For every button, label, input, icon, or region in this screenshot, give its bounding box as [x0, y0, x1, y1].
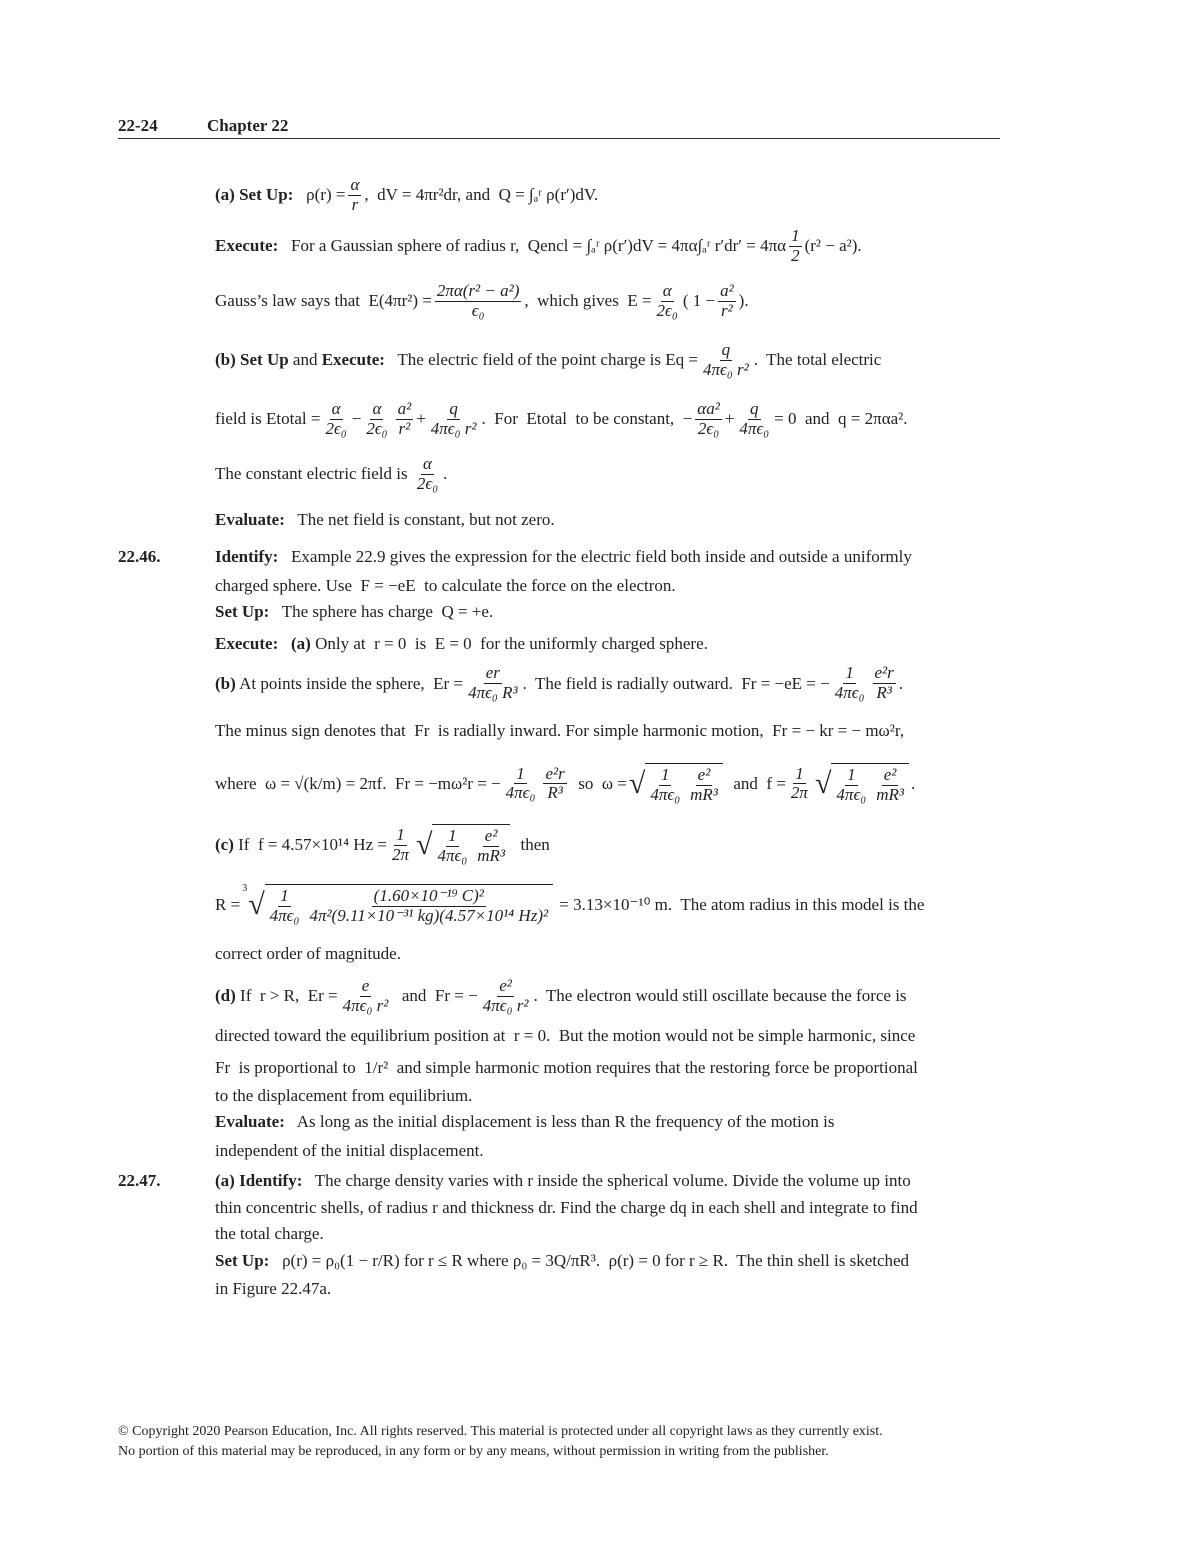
text-line [0, 1275, 1200, 1303]
copyright-line: © Copyright 2020 Pearson Education, Inc. All rights reserved. This material is protected under all copyright laws as they currently exist. [118, 1424, 883, 1439]
text-run: . For E [481, 409, 537, 429]
copyright-line: No portion of this material may be reproduced, in any form or by any means, without permission in writing from the publisher. [118, 1444, 829, 1459]
numerator: q [750, 399, 759, 419]
numerator: 2πα(r² − a²) [436, 281, 520, 301]
text-line [0, 1166, 1200, 1196]
denominator: 4π²(9.11×10⁻³¹ kg)(4.57×10¹⁴ Hz)² [309, 906, 549, 925]
text-run: = [449, 673, 464, 693]
text-run: (r² − a²). [804, 236, 862, 256]
text-line [0, 599, 1200, 627]
text-run: At points inside the sphere, E [235, 673, 444, 693]
numerator: 1 [280, 886, 289, 906]
text-run: where ω = √(k/m) = 2πf. F [215, 773, 405, 793]
fraction [390, 826, 411, 864]
text-run: , dV = 4πr²dr, and Q = ∫ₐʳ ρ(r′)dV. [364, 185, 599, 204]
section-label: Set Up: [215, 1250, 270, 1270]
denominator: mR³ [690, 784, 718, 804]
denominator: 4πϵ₀ r² [702, 359, 749, 379]
text-run: . The total electric [753, 350, 882, 369]
section-label: Execute: [215, 633, 279, 653]
text-run: charged sphere. Use F = −eE to calculate the force on the electron. [215, 575, 676, 595]
text-run: The constant electric field is [215, 464, 412, 483]
denominator: 4πϵ₀ [836, 784, 867, 804]
denominator: R³ [876, 683, 892, 702]
fraction [873, 664, 896, 702]
radicand [265, 884, 553, 925]
text-run: Gauss’s law says that E(4πr²) = [215, 291, 432, 311]
fraction [481, 977, 531, 1015]
page-number: 22-24 [118, 116, 158, 135]
fraction [341, 977, 391, 1015]
text-run: . [443, 464, 448, 483]
denominator: 2ϵ₀ [697, 418, 720, 438]
fraction [475, 827, 507, 865]
text-run: is radially inward. For simple harmonic motion, F [429, 720, 782, 740]
denominator: 2ϵ₀ [656, 300, 678, 320]
fraction [789, 227, 802, 265]
text-run: = [323, 986, 338, 1006]
section-label: (a) Identify: [215, 1171, 303, 1190]
text-run: F [215, 1058, 225, 1078]
radicand [831, 763, 909, 804]
denominator: mR³ [477, 846, 506, 865]
text-run: ρ(r) = ρ₀(1 − r/R) for r ≤ R where ρ₀ = 3Q/πR³. ρ(r) = 0 for r ≥ R. The thin shell is sketched [269, 1250, 910, 1270]
text-line [0, 975, 1200, 1018]
numerator: αa² [697, 399, 720, 419]
problem-number: 22.46. [118, 546, 161, 566]
text-run: field is E [215, 409, 277, 429]
numerator: 1 [795, 763, 804, 783]
section-label: Set Up: [215, 602, 270, 622]
solution-body [0, 170, 1200, 1303]
text-run: then [512, 835, 550, 854]
section-label: Evaluate: [215, 510, 285, 530]
text-run: Only at r = 0 is E = 0 for the uniformly charged sphere. [310, 633, 708, 653]
denominator: 4πϵ₀ [269, 906, 300, 925]
text-run: ρ(r) = [293, 185, 346, 204]
text-line [0, 273, 1200, 331]
fraction [737, 400, 771, 438]
numerator: α [331, 399, 341, 419]
radical [416, 824, 510, 865]
numerator: 1 [660, 765, 670, 785]
denominator: 4πϵ₀ [650, 784, 681, 804]
text-run: = −mω²r = − [410, 773, 501, 793]
denominator: 2ϵ₀ [416, 473, 439, 493]
radical-sign: √ [416, 828, 433, 861]
fraction [348, 176, 361, 214]
text-run: The minus sign denotes that F [215, 720, 424, 740]
text-run: = −eE = − [756, 673, 830, 693]
text-line [0, 626, 1200, 661]
fraction [688, 766, 720, 804]
text-run: q [675, 350, 685, 369]
numerator: α [372, 399, 382, 419]
numerator: q [721, 339, 731, 359]
text-line [0, 933, 1200, 976]
denominator: r² [721, 300, 733, 320]
fraction [435, 282, 522, 320]
denominator: ϵ₀ [471, 300, 485, 320]
radical [629, 763, 723, 804]
text-run: r [224, 1058, 231, 1078]
fraction [323, 400, 348, 438]
fraction [718, 282, 736, 320]
denominator: 2π [790, 783, 808, 803]
radicand [432, 824, 510, 865]
text-run: r [404, 773, 411, 793]
numerator: α [350, 174, 360, 194]
text-line [0, 1083, 1200, 1110]
denominator: 4πϵ₀ r² [482, 995, 529, 1015]
text-run: For a Gaussian sphere of radius r, Q [278, 236, 541, 256]
chapter-title: Chapter 22 [207, 116, 289, 135]
text-line [0, 1196, 1200, 1221]
text-line [0, 500, 1200, 542]
text-run: R = [215, 895, 241, 914]
text-run: The charge density varies with r inside the spherical volume. Divide the volume up into [302, 1171, 911, 1190]
text-run: . The electron would still oscillate because the force is [533, 986, 907, 1006]
numerator: a² [397, 399, 412, 419]
text-run: r [444, 986, 451, 1006]
radical [815, 763, 909, 804]
fraction [648, 766, 682, 804]
section-label: (b) Set Up [215, 350, 289, 369]
denominator: r [351, 194, 359, 214]
text-line [0, 813, 1200, 878]
text-run: = [306, 409, 321, 429]
text-run: so ω = [569, 773, 627, 793]
text-line [0, 661, 1200, 706]
fraction [415, 455, 440, 493]
section-label: (d) [215, 986, 236, 1006]
section-label: (a) Set Up: [215, 185, 294, 204]
section-label: Execute: [321, 350, 385, 369]
fraction [695, 400, 722, 438]
text-line [0, 1018, 1200, 1055]
fraction [834, 766, 868, 804]
denominator: 4πϵ₀ r² [430, 418, 477, 438]
text-run: The electric field of the point charge is E [384, 350, 676, 369]
text-run: + [724, 409, 735, 429]
text-line [0, 706, 1200, 755]
numerator: e²r [874, 663, 894, 683]
text-line [0, 573, 1200, 599]
text-run: If f = 4.57×10¹⁴ Hz = [233, 835, 387, 854]
text-run: the total charge. [215, 1223, 324, 1243]
text-run: correct order of magnitude. [215, 943, 401, 963]
text-line [0, 449, 1200, 500]
fraction [396, 400, 414, 438]
text-line [0, 170, 1200, 220]
denominator: r² [398, 418, 411, 438]
text-run: independent of the initial displacement. [215, 1140, 484, 1160]
fraction [543, 765, 566, 803]
radical-sign: √ [814, 766, 832, 800]
denominator: 4πϵ₀ R³ [468, 683, 518, 702]
text-run: . [910, 773, 916, 793]
text-line [0, 330, 1200, 390]
text-line [0, 1221, 1200, 1247]
text-line [0, 390, 1200, 449]
text-run: + [416, 409, 426, 429]
text-run: r [318, 986, 324, 1006]
text-run: = − kr = − mω²r, [787, 720, 905, 740]
text-run: encl [540, 236, 569, 256]
numerator: α [662, 281, 672, 301]
radicand [645, 763, 723, 804]
radical-sign: √ [248, 888, 265, 921]
radical [242, 884, 553, 925]
fraction [307, 887, 550, 925]
section-label: (a) [291, 633, 311, 653]
problem-number: 22.47. [118, 1171, 161, 1190]
text-run: The sphere has charge Q = +e. [269, 602, 494, 622]
numerator: α [423, 453, 432, 473]
section-label: (b) [215, 673, 236, 693]
denominator: 2ϵ₀ [325, 418, 347, 438]
text-run: is proportional to 1/r² and simple harmonic motion requires that the restoring force be proportional [230, 1058, 918, 1078]
text-run [278, 634, 291, 654]
section-label: Evaluate: [215, 1112, 285, 1132]
numerator: 1 [847, 765, 856, 785]
fraction [789, 765, 810, 803]
text-line [0, 1135, 1200, 1166]
text-run: to be constant, − [567, 409, 693, 429]
text-run: and F [393, 986, 445, 1006]
text-run: total [536, 409, 567, 429]
numerator: e² [484, 826, 498, 846]
fraction [701, 341, 751, 379]
text-run: and f = [724, 773, 786, 793]
text-run: r [443, 673, 450, 693]
text-run: As long as the initial displacement is less than R the frequency of the motion is [284, 1112, 835, 1132]
text-run: If r > R, E [235, 986, 319, 1006]
section-label: Identify: [215, 546, 279, 566]
section-label: Execute: [215, 236, 279, 256]
denominator: 4πϵ₀ [437, 846, 468, 865]
fraction [874, 766, 906, 804]
fraction [429, 400, 479, 438]
numerator: a² [720, 281, 734, 301]
text-run: r [750, 673, 757, 693]
fraction [364, 400, 389, 438]
text-line [0, 1054, 1200, 1083]
fraction [435, 827, 469, 865]
text-run: total [276, 409, 307, 429]
text-run: in Figure 22.47a. [215, 1278, 332, 1298]
text-run: = [684, 350, 698, 369]
numerator: e² [697, 765, 711, 785]
text-line [0, 1247, 1200, 1276]
numerator: (1.60×10⁻¹⁹ C)² [373, 886, 484, 906]
radical-sign: √ [628, 766, 646, 800]
denominator: 4πϵ₀ [739, 418, 770, 438]
denominator: mR³ [876, 784, 904, 804]
text-run: . The field is radially outward. F [522, 673, 751, 693]
text-line [0, 755, 1200, 813]
text-run: and [288, 350, 322, 369]
numerator: e²r [545, 763, 565, 783]
text-run: = ∫ₐʳ ρ(r′)dV = 4πα∫ₐʳ r′dr′ = 4πα [568, 236, 787, 256]
text-run: r [781, 720, 788, 740]
text-line [0, 220, 1200, 273]
numerator: q [449, 399, 458, 419]
text-run: = − [450, 986, 478, 1006]
denominator: 2ϵ₀ [366, 418, 388, 438]
text-run: . [898, 673, 904, 693]
fraction [268, 887, 302, 925]
text-run: The net field is constant, but not zero. [284, 510, 555, 530]
text-line [0, 1110, 1200, 1136]
denominator: 4πϵ₀ [834, 683, 865, 702]
text-run: ( 1 − [682, 291, 716, 311]
numerator: e² [883, 765, 897, 785]
text-line [0, 878, 1200, 933]
denominator: 2π [391, 844, 409, 864]
fraction [833, 664, 867, 702]
denominator: R³ [547, 783, 563, 803]
fraction [655, 282, 680, 320]
numerator: 1 [516, 763, 525, 783]
numerator: er [485, 663, 500, 683]
text-run: to the displacement from equilibrium. [215, 1086, 473, 1105]
fraction [504, 765, 538, 803]
text-run: r [423, 720, 430, 740]
denominator: 4πϵ₀ [505, 783, 536, 803]
text-run: Example 22.9 gives the expression for the electric field both inside and outside a uniformly [278, 546, 912, 566]
radical-index: 3 [242, 883, 248, 895]
header-rule [118, 138, 1000, 139]
denominator: 4πϵ₀ r² [342, 995, 389, 1015]
text-run: directed toward the equilibrium position at r = 0. But the motion would not be simple harmonic, since [215, 1025, 916, 1045]
text-run: − [351, 409, 362, 429]
section-label: (c) [215, 835, 234, 854]
numerator: 1 [845, 663, 854, 683]
text-run: ). [738, 291, 749, 311]
numerator: 1 [396, 824, 405, 844]
text-line [0, 541, 1200, 573]
numerator: e [361, 976, 370, 996]
text-run: = 3.13×10⁻¹⁰ m. The atom radius in this model is the [555, 895, 925, 914]
text-run: thin concentric shells, of radius r and thickness dr. Find the charge dq in each shell and integrate to find [215, 1198, 918, 1218]
text-run: , which gives E = [524, 291, 652, 311]
numerator: 1 [448, 826, 457, 846]
fraction [466, 664, 520, 702]
denominator: 2 [791, 245, 800, 265]
numerator: e² [499, 976, 512, 996]
numerator: 1 [791, 226, 800, 246]
text-run: = 0 and q = 2παa². [774, 409, 908, 429]
